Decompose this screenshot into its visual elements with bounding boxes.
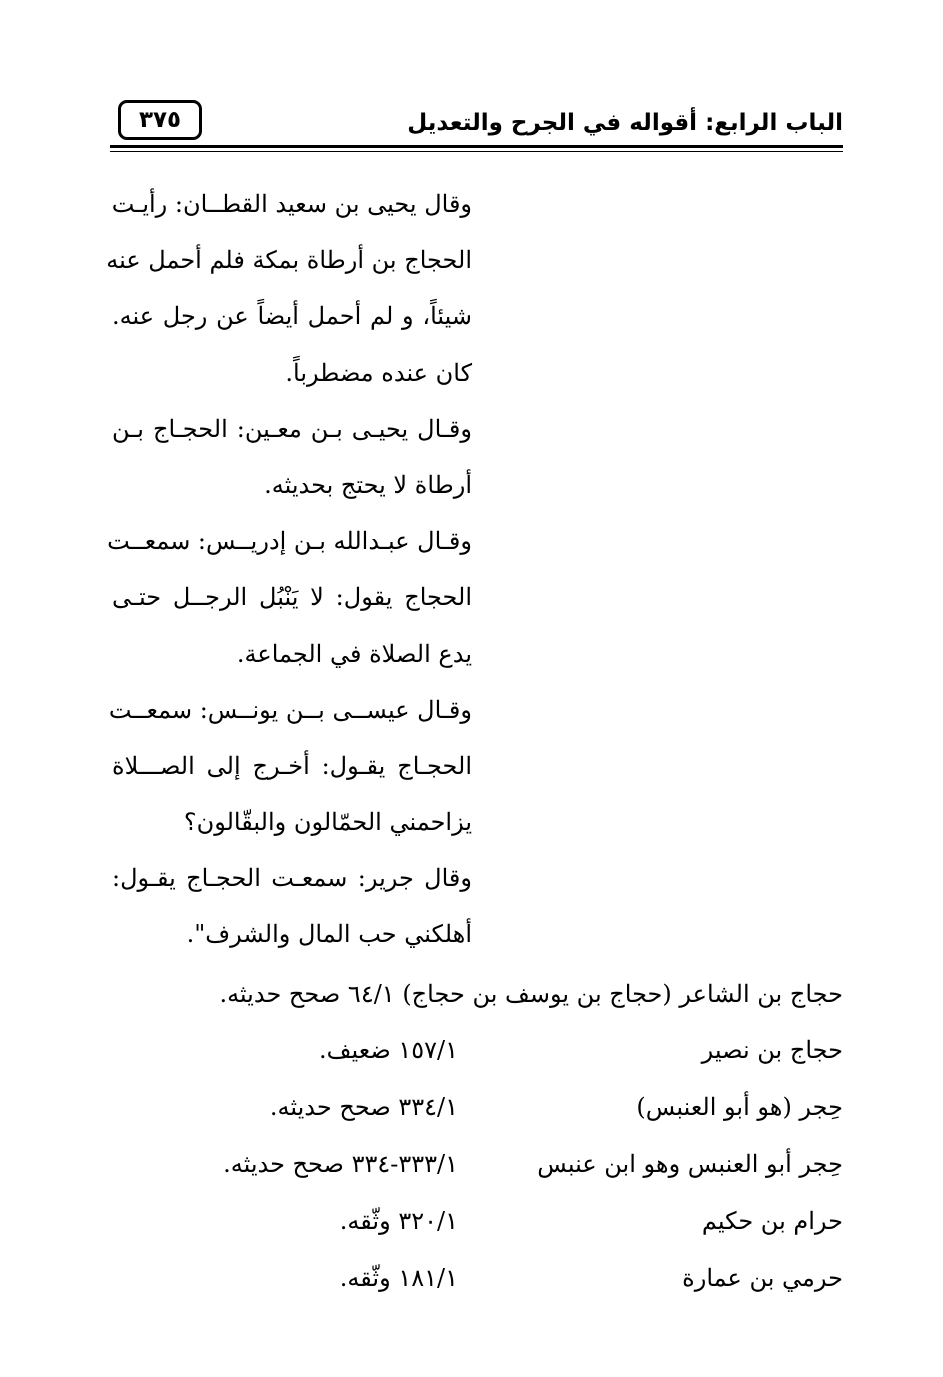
chapter-title: الباب الرابع: أقواله في الجرح والتعديل (407, 110, 843, 136)
narrator-name: حرمي بن عمارة (682, 1264, 843, 1292)
narrator-reference: ٣٣٣/١-٣٣٤ صحح حديثه. (223, 1150, 458, 1178)
text-line: يزاحمني الحمّالون والبقّالون؟ (183, 808, 472, 837)
text-line: وقال يحيى بن سعيد القطــان: رأيـت (111, 190, 472, 218)
text-line: كان عنده مضطرباً. (285, 358, 472, 387)
text-line: الحجاج يقول: لا يَنْبُل الرجــل حتـى (112, 583, 472, 612)
header-rule-thick (110, 145, 843, 148)
entry-hajjaj-ibn-al-shair: حجاج بن الشاعر (حجاج بن يوسف بن حجاج) ٦٤/١ صحح حديثه. (219, 980, 843, 1008)
narrator-reference: ٣٢٠/١ وثّقه. (339, 1207, 458, 1235)
text-line: أرطاة لا يحتج بحديثه. (264, 470, 472, 499)
text-line: أهلكني حب المال والشرف". (186, 920, 472, 949)
header-rule-thin (110, 151, 843, 152)
text-line: وقال جرير: سمعـت الحجـاج يقـول: (112, 864, 472, 893)
narrator-entries (150, 1022, 843, 1307)
page-number-badge: ٣٧٥ (118, 100, 202, 140)
list-item (150, 1193, 843, 1250)
narrator-reference: ١٥٧/١ ضعيف. (319, 1036, 458, 1064)
narrator-name: حِجر (هو أبو العنبس) (636, 1093, 843, 1121)
list-item (150, 1136, 843, 1193)
narrator-name: حجاج بن نصير (701, 1036, 843, 1064)
list-item (150, 1250, 843, 1307)
narrator-reference: ٣٣٤/١ صحح حديثه. (269, 1093, 458, 1121)
text-line: الحجاج بن أرطاة بمكة فلم أحمل عنه (106, 246, 472, 275)
text-line: وقـال عبـدالله بـن إدريــس: سمعــت (107, 527, 472, 556)
text-line: شيئاً، و لم أحمل أيضاً عن رجل عنه. (112, 302, 472, 331)
text-line: يدع الصلاة في الجماعة. (236, 639, 472, 668)
narrator-reference: ١٨١/١ وثّقه. (339, 1264, 458, 1292)
narrator-name: حرام بن حكيم (701, 1207, 843, 1235)
text-line: وقـال يحيـى بـن معـين: الحجـاج بـن (112, 414, 472, 443)
list-item (150, 1022, 843, 1079)
text-line: الحجـاج يقـول: أخـرج إلى الصـــلاة (112, 751, 472, 780)
page-header (110, 100, 843, 148)
text-line: وقـال عيســى بــن يونــس: سمعــت (108, 695, 472, 724)
narrator-name: حِجر أبو العنبس وهو ابن عنبس (537, 1150, 843, 1178)
quote-column (106, 176, 472, 963)
list-item (150, 1079, 843, 1136)
